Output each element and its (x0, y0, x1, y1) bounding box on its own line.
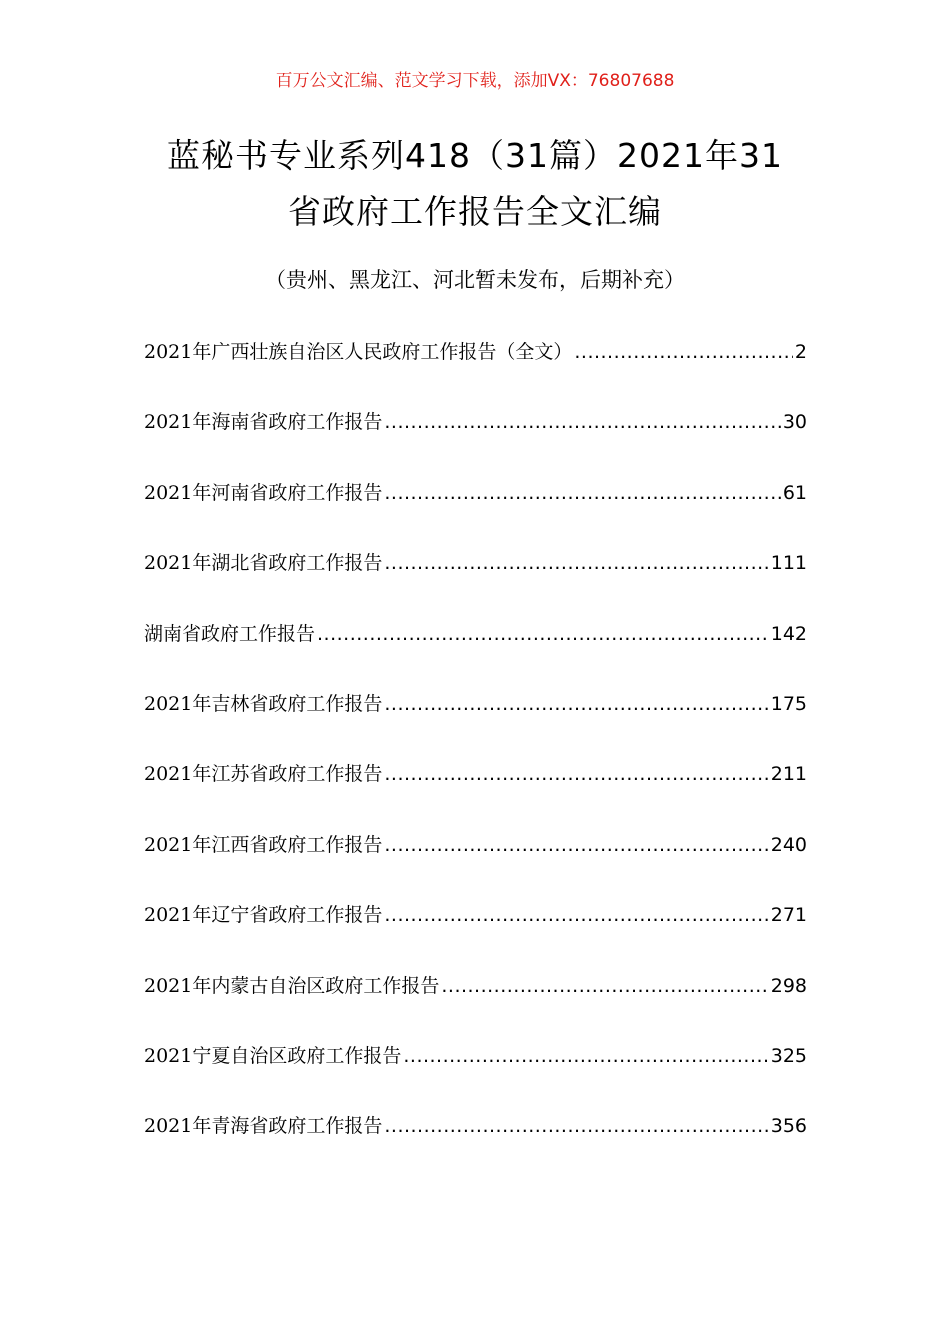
toc-entry[interactable] (144, 827, 807, 897)
header-notice: 百万公文汇编、范文学习下载，添加VX：76807688 (275, 71, 675, 91)
toc-entry-title[interactable]: 2021年海南省政府工作报告 (144, 411, 383, 434)
toc-entry[interactable] (144, 968, 807, 1038)
toc-entry-title[interactable]: 2021年内蒙古自治区政府工作报告 (144, 974, 440, 997)
page-title-line-1: 蓝秘书专业系列418（31篇）2021年31 (167, 136, 783, 175)
toc-entry-page-number[interactable]: 2 (794, 341, 807, 363)
toc-entry-title[interactable]: 2021年广西壮族自治区人民政府工作报告（全文） (144, 341, 573, 363)
toc-entry-title[interactable]: 2021年河南省政府工作报告 (144, 481, 383, 504)
toc-entry[interactable] (144, 334, 807, 404)
page-title-line-2: 省政府工作报告全文汇编 (288, 192, 662, 231)
toc-entry-page-number[interactable]: 61 (782, 481, 807, 504)
toc-leader-dots (403, 1038, 768, 1074)
toc-leader-dots (441, 968, 768, 1004)
toc-leader-dots (574, 334, 793, 370)
toc-entry[interactable] (144, 1038, 807, 1108)
toc-leader-dots (384, 545, 768, 581)
toc-entry[interactable] (144, 616, 807, 686)
toc-leader-dots (384, 475, 780, 511)
toc-leader-dots (384, 1108, 768, 1144)
toc-entry[interactable] (144, 1108, 807, 1178)
toc-entry[interactable] (144, 686, 807, 756)
toc-entry-title[interactable]: 2021年青海省政府工作报告 (144, 1115, 383, 1138)
toc-leader-dots (317, 616, 769, 652)
toc-entry[interactable] (144, 404, 807, 474)
toc-entry-page-number[interactable]: 142 (770, 622, 807, 645)
page-subtitle: （贵州、黑龙江、河北暂未发布，后期补充） (265, 268, 685, 292)
toc-entry-title[interactable]: 2021年吉林省政府工作报告 (144, 692, 383, 715)
toc-leader-dots (384, 404, 780, 440)
toc-entry[interactable] (144, 475, 807, 545)
toc-entry[interactable] (144, 897, 807, 967)
toc-leader-dots (384, 827, 768, 863)
toc-entry-page-number[interactable]: 111 (770, 552, 807, 575)
toc-entry-title[interactable]: 2021年湖北省政府工作报告 (144, 552, 383, 575)
toc-entry-page-number[interactable]: 356 (770, 1115, 807, 1138)
toc-entry-page-number[interactable]: 211 (770, 763, 807, 786)
toc-entry-title[interactable]: 2021年辽宁省政府工作报告 (144, 904, 383, 927)
toc-entry-page-number[interactable]: 271 (770, 904, 807, 927)
toc-entry-title[interactable]: 2021宁夏自治区政府工作报告 (144, 1044, 402, 1067)
toc-entry-page-number[interactable]: 175 (770, 692, 807, 715)
toc-entry-page-number[interactable]: 30 (782, 411, 807, 434)
toc-leader-dots (384, 686, 768, 722)
toc-entry[interactable] (144, 756, 807, 826)
toc-entry-title[interactable]: 2021年江苏省政府工作报告 (144, 763, 383, 786)
toc-leader-dots (384, 756, 768, 792)
toc-entry-page-number[interactable]: 325 (770, 1044, 807, 1067)
toc-leader-dots (384, 897, 768, 933)
toc-entry-title[interactable]: 湖南省政府工作报告 (144, 622, 316, 645)
toc-entry-page-number[interactable]: 298 (770, 974, 807, 997)
toc-entry-title[interactable]: 2021年江西省政府工作报告 (144, 833, 383, 856)
table-of-contents (144, 334, 807, 1179)
page-title (120, 128, 830, 240)
toc-entry-page-number[interactable]: 240 (770, 833, 807, 856)
toc-entry[interactable] (144, 545, 807, 615)
